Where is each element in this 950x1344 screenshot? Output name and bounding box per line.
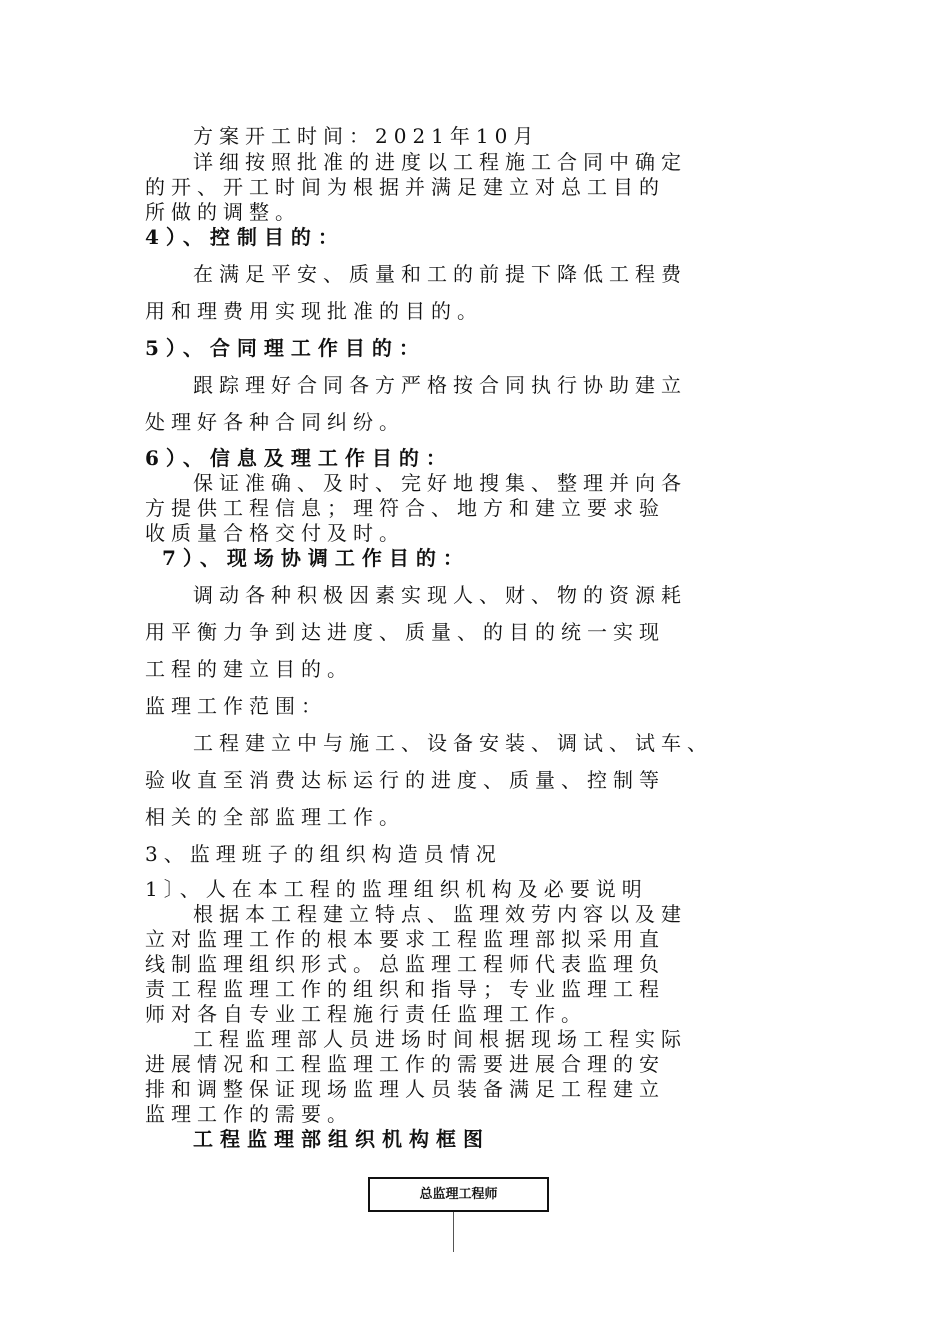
heading-supervision-scope: 监理工作范围： — [145, 694, 327, 718]
paragraph-line: 验收直至消费达标运行的进度、质量、控制等 — [145, 768, 665, 792]
paragraph-line: 工程监理部人员进场时间根据现场工程实际 — [193, 1027, 687, 1051]
paragraph-line: 在满足平安、质量和工的前提下降低工程费 — [193, 262, 687, 286]
heading-supervision-team: 3、监理班子的组织构造员情况 — [145, 842, 502, 866]
paragraph-line: 监理工作的需要。 — [145, 1102, 353, 1126]
paragraph-line: 排和调整保证现场监理人员装备满足工程建立 — [145, 1077, 665, 1101]
paragraph-line: 用和理费用实现批准的目的。 — [145, 299, 483, 323]
heading-site-coordination: 7）、现场协调工作目的： — [162, 546, 470, 570]
paragraph-line: 处理好各种合同纠纷。 — [145, 410, 405, 434]
paragraph-line: 用平衡力争到达进度、质量、的目的统一实现 — [145, 620, 665, 644]
paragraph-line: 立对监理工作的根本要求工程监理部拟采用直 — [145, 927, 665, 951]
heading-organization: 1〕、人在本工程的监理组织机构及必要说明 — [145, 877, 648, 901]
paragraph-line: 工程的建立目的。 — [145, 657, 353, 681]
paragraph-line: 调动各种积极因素实现人、财、物的资源耗 — [193, 583, 687, 607]
heading-contract-management: 5）、合同理工作目的： — [145, 336, 426, 360]
heading-information-management: 6）、信息及理工作目的： — [145, 446, 453, 470]
paragraph-line: 方提供工程信息；理符合、地方和建立要求验 — [145, 496, 665, 520]
paragraph-line: 师对各自专业工程施行责任监理工作。 — [145, 1002, 587, 1026]
heading-cost-control: 4）、控制目的： — [145, 225, 345, 249]
paragraph-line: 详细按照批准的进度以工程施工合同中确定 — [193, 150, 687, 174]
paragraph-line: 责工程监理工作的组织和指导；专业监理工程 — [145, 977, 665, 1001]
paragraph-line: 工程建立中与施工、设备安装、调试、试车、 — [193, 731, 713, 755]
paragraph-line: 根据本工程建立特点、监理效劳内容以及建 — [193, 902, 687, 926]
paragraph-line: 的开、开工时间为根据并满足建立对总工目的 — [145, 175, 665, 199]
paragraph-line: 进展情况和工程监理工作的需要进展合理的安 — [145, 1052, 665, 1076]
plan-start-time: 方案开工时间：2021年10月 — [193, 124, 540, 148]
paragraph-line: 相关的全部监理工作。 — [145, 805, 405, 829]
paragraph-line: 线制监理组织形式。总监理工程师代表监理负 — [145, 952, 665, 976]
paragraph-line: 保证准确、及时、完好地搜集、整理并向各 — [193, 471, 687, 495]
org-chart-title: 工程监理部组织机构框图 — [193, 1127, 490, 1151]
paragraph-line: 跟踪理好合同各方严格按合同执行协助建立 — [193, 373, 687, 397]
org-chart-chief-engineer-box: 总监理工程师 — [368, 1177, 549, 1212]
paragraph-line: 所做的调整。 — [145, 200, 301, 224]
paragraph-line: 收质量合格交付及时。 — [145, 521, 405, 545]
